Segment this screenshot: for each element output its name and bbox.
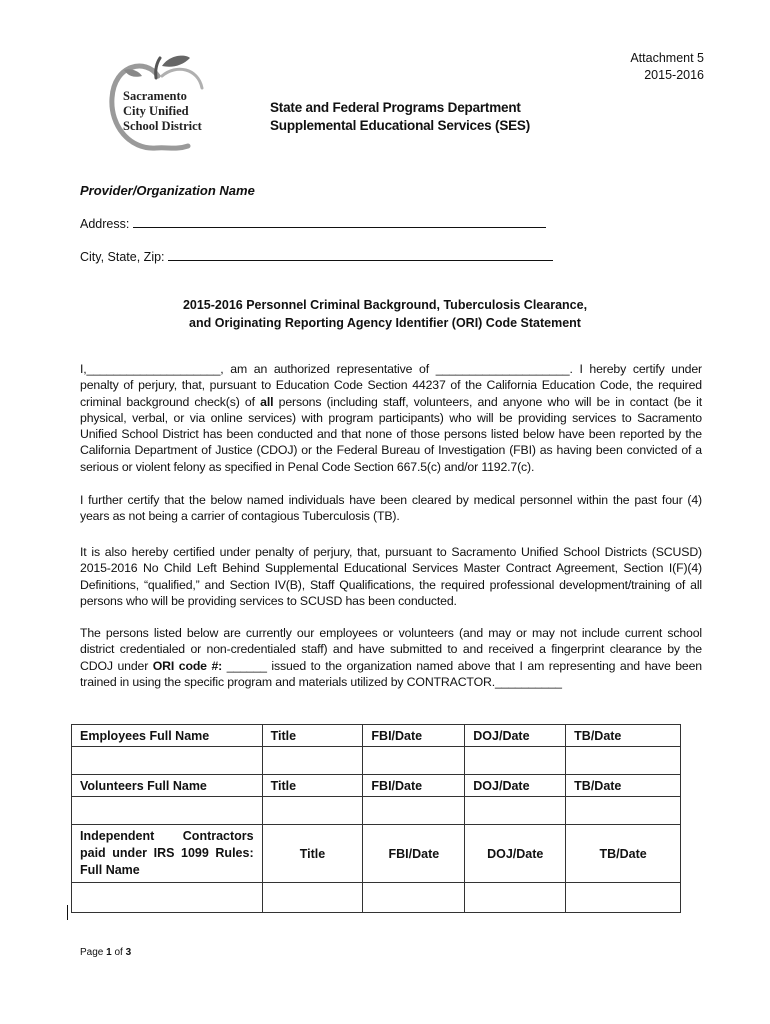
city-state-zip-line xyxy=(80,249,553,264)
address-label: Address: xyxy=(80,217,130,231)
page-number xyxy=(80,947,131,958)
employees-header-row xyxy=(72,725,681,747)
employees-doj-header: DOJ/Date xyxy=(465,725,566,747)
p4-bold-ori: ORI code #: xyxy=(152,658,223,673)
certification-paragraph xyxy=(80,361,702,475)
city-state-zip-label: City, State, Zip: xyxy=(80,250,165,264)
employee-tb-cell[interactable] xyxy=(566,747,681,775)
p1-text-a: I,____________________, am an authorized representative of ____________________. I hereby certify under penalty of perjury, that, pursuant to Education Code Section 44237 of the California Education Code, the required criminal background check(s) of xyxy=(80,362,702,409)
text-cursor xyxy=(67,905,68,920)
p4-text-b: ______ issued to the organization named above that I am representing and have been trained in using the specific program and materials utilized by CONTRACTOR.__________ xyxy=(80,658,702,689)
employee-fbi-cell[interactable] xyxy=(363,747,465,775)
page-total: 3 xyxy=(125,947,132,958)
employees-entry-row xyxy=(72,747,681,775)
volunteer-fbi-cell[interactable] xyxy=(363,797,465,825)
page-of: of xyxy=(111,947,126,958)
contractors-entry-row xyxy=(72,883,681,913)
department-name: State and Federal Programs Department xyxy=(270,100,521,115)
address-line xyxy=(80,216,546,231)
employee-doj-cell[interactable] xyxy=(465,747,566,775)
statement-title xyxy=(80,296,690,332)
attachment-number: Attachment 5 xyxy=(630,51,704,65)
volunteers-name-header: Volunteers Full Name xyxy=(72,775,263,797)
contractor-fbi-cell[interactable] xyxy=(363,883,465,913)
contractor-title-cell[interactable] xyxy=(262,883,363,913)
address-field[interactable] xyxy=(133,216,546,228)
employees-name-header: Employees Full Name xyxy=(72,725,263,747)
p1-text-b: persons (including staff, volunteers, and anyone who will be in contact (be it physical, verbal, or via online services) with program participants) who will be providing services to Sacramento Unified School District has been conducted and that none of those persons listed below have been reported by the California Department of Justice (CDOJ) or the Federal Bureau of Investigation (FBI) as having been convicted of a serious or violent felony as specified in Penal Code Section 667.5(c) and/or 1192.7(c). xyxy=(80,394,702,474)
contractors-doj-header: DOJ/Date xyxy=(465,825,566,883)
contractor-doj-cell[interactable] xyxy=(465,883,566,913)
employees-tb-header: TB/Date xyxy=(566,725,681,747)
personnel-table xyxy=(71,724,681,913)
contractor-name-cell[interactable] xyxy=(72,883,263,913)
logo-line-3: School District xyxy=(123,119,202,133)
attachment-label xyxy=(630,50,704,84)
contractors-fbi-header: FBI/Date xyxy=(363,825,465,883)
volunteers-header-row xyxy=(72,775,681,797)
employee-name-cell[interactable] xyxy=(72,747,263,775)
logo-line-1: Sacramento xyxy=(123,89,187,103)
volunteers-doj-header: DOJ/Date xyxy=(465,775,566,797)
volunteers-entry-row xyxy=(72,797,681,825)
contractors-tb-header: TB/Date xyxy=(566,825,681,883)
volunteer-title-cell[interactable] xyxy=(262,797,363,825)
statement-title-line-1: 2015-2016 Personnel Criminal Background, Tuberculosis Clearance, xyxy=(182,298,588,312)
department-heading xyxy=(270,99,530,135)
volunteers-title-header: Title xyxy=(262,775,363,797)
volunteer-tb-cell[interactable] xyxy=(566,797,681,825)
employee-title-cell[interactable] xyxy=(262,747,363,775)
city-state-zip-field[interactable] xyxy=(168,249,553,261)
employees-fbi-header: FBI/Date xyxy=(363,725,465,747)
volunteer-name-cell[interactable] xyxy=(72,797,263,825)
statement-title-line-2: and Originating Reporting Agency Identifier (ORI) Code Statement xyxy=(189,316,581,330)
tb-certification-paragraph: I further certify that the below named individuals have been cleared by medical personnel within the past four (4) years as not being a carrier of contagious Tuberculosis (TB). xyxy=(80,493,702,524)
page-prefix: Page xyxy=(80,947,107,958)
district-logo-text xyxy=(123,89,202,134)
contractor-tb-cell[interactable] xyxy=(566,883,681,913)
program-name: Supplemental Educational Services (SES) xyxy=(270,118,531,133)
p1-bold-all: all xyxy=(260,394,274,409)
attachment-year: 2015-2016 xyxy=(644,68,704,82)
volunteers-tb-header: TB/Date xyxy=(566,775,681,797)
contractors-header-row xyxy=(72,825,681,883)
ori-code-paragraph xyxy=(80,625,702,690)
provider-name-label: Provider/Organization Name xyxy=(80,183,255,198)
contractors-title-header: Title xyxy=(262,825,363,883)
p4-text-a: The persons listed below are currently our employees or volunteers (and may or may not include current school district credentialed or non-credentialed staff) and have submitted to and received a fingerprint clearance by the CDOJ under xyxy=(80,626,702,673)
page-current: 1 xyxy=(106,947,112,958)
volunteer-doj-cell[interactable] xyxy=(465,797,566,825)
employees-title-header: Title xyxy=(262,725,363,747)
contractors-name-header: Independent Contractors paid under IRS 1099 Rules: Full Name xyxy=(72,825,263,883)
training-certification-paragraph: It is also hereby certified under penalty of perjury, that, pursuant to Sacramento Unified School Districts (SCUSD) 2015-2016 No Child Left Behind Supplemental Educational Services Master Contract Agreement, Section I(F)(4) Definitions, “qualified,” and Section IV(B), Staff Qualifications, the required professional development/training of all persons who will be providing services to SCUSD has been conducted. xyxy=(80,545,702,608)
volunteers-fbi-header: FBI/Date xyxy=(363,775,465,797)
logo-line-2: City Unified xyxy=(123,104,189,118)
